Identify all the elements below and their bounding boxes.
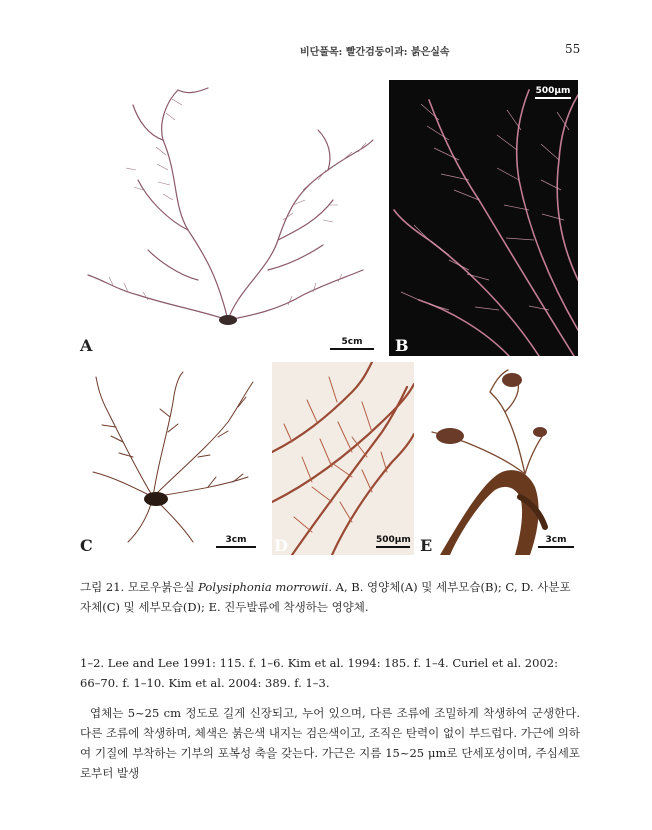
panel-b-scale-bar <box>535 86 571 99</box>
panel-c-illustration <box>78 362 264 555</box>
panel-a-illustration <box>78 80 382 356</box>
body-text <box>80 703 580 783</box>
page-number: 55 <box>565 42 581 56</box>
panel-b-label: B <box>395 336 409 355</box>
figure-panel-d <box>272 362 414 555</box>
panel-a-scale-line <box>330 348 374 350</box>
panel-d-illustration <box>272 362 414 555</box>
panel-b-illustration <box>389 80 578 356</box>
panel-d-scale-bar <box>376 535 410 548</box>
panel-c-label: C <box>80 536 93 555</box>
panel-a-scale-label: 5cm <box>341 337 363 347</box>
panel-b-scale-line <box>535 97 571 99</box>
panel-b-scale-label: 500μm <box>535 86 571 96</box>
panel-e-scale-line <box>538 546 574 548</box>
panel-c-scale-bar <box>216 535 256 548</box>
figure-panel-e <box>420 362 578 555</box>
panel-e-label: E <box>420 536 433 555</box>
body-paragraph: 엽체는 5~25 cm 정도로 길게 신장되고, 누어 있으며, 다른 조류에 조밀하게 착생하여 군생한다. 다른 조류에 착생하며, 체색은 붉은색 내지는 검은색이고, 조직은 탄력이 없이 부드럽다. 가근에 의하여 기질에 부착하는 기부의 포복성 축을 갖는다. 가근은 지름 15~25 μm로 단세포성이며, 주심세포로부터 발생 <box>80 706 580 780</box>
panel-e-illustration <box>420 362 578 555</box>
caption-description: . A, B. 영양체(A) 및 세부모습(B); C, D. 사분포자체(C) 및 세부모습(D); E. 진두발류에 착생하는 영양체. <box>80 580 571 614</box>
panel-c-scale-line <box>216 546 256 548</box>
running-header-title: 비단풀목: 빨간검둥이과: 붉은실속 <box>300 47 450 58</box>
panel-d-scale-label: 500μm <box>376 535 411 545</box>
figure-panel-b <box>389 80 578 356</box>
panel-e-scale-bar <box>538 535 574 548</box>
panel-d-label: D <box>274 536 288 555</box>
reference-list: 1–2. Lee and Lee 1991: 115. f. 1–6. Kim et al. 1994: 185. f. 1–4. Curiel et al. 2002: 66–70. f. 1–10. Kim et al. 2004: 389. f. 1–3. <box>80 656 558 690</box>
panel-e-scale-label: 3cm <box>545 535 567 545</box>
caption-prefix: 그림 21. 모로우붉은실 <box>80 580 199 594</box>
panel-a-label: A <box>80 336 93 355</box>
caption-species-name: Polysiphonia morrowii <box>198 580 329 594</box>
panel-d-scale-line <box>376 546 410 548</box>
figure-caption <box>80 577 580 617</box>
panel-c-scale-label: 3cm <box>225 535 247 545</box>
figure-panel-c <box>78 362 264 555</box>
figure-panel-a <box>78 80 382 356</box>
panel-a-scale-bar <box>330 337 374 350</box>
